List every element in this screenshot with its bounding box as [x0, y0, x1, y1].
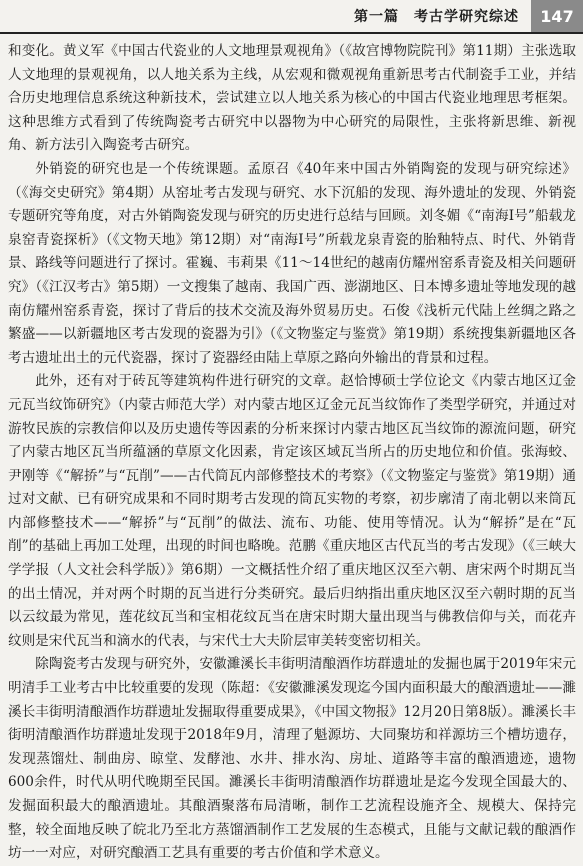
- running-header-title: 第一篇 考古学研究综述: [354, 9, 519, 25]
- paragraph-3: 此外，还有对于砖瓦等建筑构件进行研究的文章。赵恰博硕士学位论文《内蒙古地区辽金元瓦当纹饰研究》（内蒙古师范大学）对内蒙古地区辽金元瓦当纹饰作了类型学研究，并通过对游牧民族的宗教信仰以及历史遗传等因素的分析来探讨内蒙古地区瓦当纹饰的源流问题，研究了内蒙古地区瓦当所蕴涵的草原文化因素，肯定该区域瓦当所占的历史地位和价值。张海蛟、尹刚等《“解挢”与“瓦削”——古代筒瓦内部修整技术的考察》（《文物鉴定与鉴赏》第19期）通过对文献、已有研究成果和不同时期考古发现的筒瓦实物的考察，初步廓清了南北朝以来筒瓦内部修整技术——“解挢”与“瓦削”的做法、流布、功能、使用等情况。认为“解挢”是在“瓦削”的基础上再加工处理，出现的时间也略晚。范鹏《重庆地区古代瓦当的考古发现》（《三峡大学学报（人文社会科学版）》第6期）一文概括性介绍了重庆地区汉至六朝、唐宋两个时期瓦当的出土情况，并对两个时期的瓦当进行分类研究。最后归纳指出重庆地区汉至六朝时期的瓦当以云纹最为常见，莲花纹瓦当和宝相花纹瓦当在唐宋时期大量出现当与佛教信仰与关，而花卉纹则是宋代瓦当和滴水的代表，与宋代士大夫阶层审美转变密切相关。: [8, 373, 576, 649]
- body-text: [8, 40, 576, 866]
- paragraph-1: 和变化。黄义军《中国古代瓷业的人文地理景观视角》（《故宫博物院院刊》第11期）主张选取人文地理的景观视角，以人地关系为主线，从宏观和微观视角重新思考古代制瓷手工业，并结合历史地理信息系统这种新技术，尝试建立以人地关系为核心的中国古代瓷业地理思考框架。这种思维方式看到了传统陶瓷考古研究中以器物为中心研究的局限性，主张将新思维、新视角、新方法引入陶瓷考古研究。: [8, 43, 576, 154]
- header-rule: [0, 32, 583, 34]
- paragraph-4: 除陶瓷考古发现与研究外，安徽濉溪长丰街明清酿酒作坊群遗址的发掘也属于2019年宋元明清手工业考古中比较重要的发现（陈超：《安徽濉溪发现迄今国内面积最大的酿酒遗址——濉溪长丰街明清酿酒作坊群遗址发掘取得重要成果》，《中国文物报》12月20日第8版）。濉溪长丰街明清酿酒作坊群遗址发现于2018年9月，清理了魁源坊、大同聚坊和祥源坊三个槽坊遗存，发现蒸馏灶、制曲房、晾堂、发酵池、水井、排水沟、房址、道路等丰富的酿酒遗迹，遗物600余件，时代从明代晚期至民国。濉溪长丰街明清酿酒作坊群遗址是迄今发现全国最大的、发掘面积最大的酿酒遗址。其酿酒聚落布局清晰，制作工艺流程设施齐全、规模大、保持完整，较全面地反映了皖北乃至北方蒸馏酒制作工艺发展的生态模式，且能与文献记载的酿酒作坊一一对应，对研究酿酒工艺具有重要的考古价值和学术意义。: [8, 656, 576, 862]
- page-number: 147: [531, 0, 583, 32]
- page-header: [0, 0, 583, 34]
- paragraph-2: 外销瓷的研究也是一个传统课题。孟原召《40年来中国古外销陶瓷的发现与研究综述》（《海交史研究》第4期）从窑址考古发现与研究、水下沉船的发现、海外遗址的发现、外销瓷专题研究等角度，对古外销陶瓷发现与研究的历史进行总结与回顾。刘冬媚《“南海Ⅰ号”船载龙泉窑青瓷探析》（《文物天地》第12期）对“南海Ⅰ号”所载龙泉青瓷的胎釉特点、时代、外销背景、路线等问题进行了探讨。霍巍、韦莉果《11～14世纪的越南仿耀州窑系青瓷及相关问题研究》（《江汉考古》第5期）一文搜集了越南、我国广西、澎湖地区、日本博多遗址等地发现的越南仿耀州窑系青瓷，探讨了背后的技术交流及海外贸易历史。石俊《浅析元代陆上丝绸之路之繁盛——以新疆地区考古发现的瓷器为引》（《文物鉴定与鉴赏》第19期）系统搜集新疆地区各考古遗址出土的元代瓷器，探讨了瓷器经由陆上草原之路向外输出的背景和过程。: [8, 160, 576, 366]
